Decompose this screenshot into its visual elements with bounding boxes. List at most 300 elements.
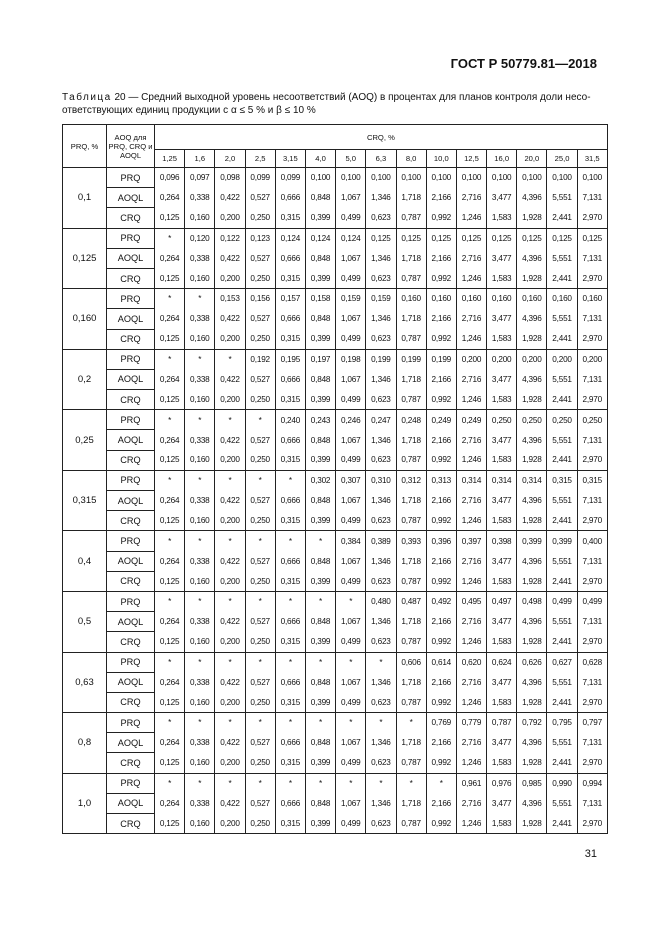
table-cell: 0,157 — [275, 289, 305, 309]
table-cell: 2,441 — [547, 268, 577, 288]
table-cell: 0,623 — [366, 390, 396, 410]
table-cell: 1,246 — [456, 450, 486, 470]
table-cell: * — [275, 652, 305, 672]
table-cell: 0,247 — [366, 410, 396, 430]
table-cell: 0,200 — [215, 208, 245, 228]
prq-value: 0,2 — [63, 349, 107, 410]
table-cell: 2,441 — [547, 329, 577, 349]
table-cell: * — [185, 470, 215, 490]
table-cell: 0,422 — [215, 551, 245, 571]
criterion-label: AOQL — [107, 309, 155, 329]
table-cell: * — [155, 773, 185, 793]
table-cell: 1,928 — [517, 692, 547, 712]
table-cell: 7,131 — [577, 188, 607, 208]
criterion-label: PRQ — [107, 652, 155, 672]
table-cell: 0,499 — [336, 390, 366, 410]
table-cell: * — [185, 773, 215, 793]
table-cell: 0,848 — [305, 672, 335, 692]
table-cell: 1,583 — [487, 692, 517, 712]
table-row — [63, 612, 608, 632]
table-cell: 0,499 — [547, 591, 577, 611]
table-cell: 0,623 — [366, 753, 396, 773]
table-cell: 0,499 — [336, 571, 366, 591]
table-cell: 0,399 — [547, 531, 577, 551]
table-cell: 0,769 — [426, 713, 456, 733]
table-cell: * — [215, 773, 245, 793]
table-cell: 0,315 — [275, 692, 305, 712]
table-cell: 0,199 — [396, 349, 426, 369]
table-cell: 1,928 — [517, 390, 547, 410]
table-row — [63, 289, 608, 309]
table-cell: 0,199 — [426, 349, 456, 369]
table-cell: * — [155, 349, 185, 369]
table-cell: 0,848 — [305, 551, 335, 571]
table-cell: 0,787 — [396, 814, 426, 834]
table-cell: * — [155, 289, 185, 309]
table-cell: * — [245, 713, 275, 733]
table-cell: 2,166 — [426, 309, 456, 329]
table-cell: 0,125 — [155, 268, 185, 288]
table-cell: 0,338 — [185, 491, 215, 511]
table-cell: 0,527 — [245, 672, 275, 692]
table-cell: 0,160 — [185, 268, 215, 288]
crq-value-header: 1,25 — [155, 150, 185, 168]
table-row — [63, 430, 608, 450]
table-cell: 0,992 — [426, 390, 456, 410]
table-cell: 0,160 — [185, 814, 215, 834]
table-cell: * — [215, 713, 245, 733]
table-cell: 0,499 — [336, 450, 366, 470]
table-cell: 0,315 — [275, 511, 305, 531]
table-cell: 7,131 — [577, 309, 607, 329]
table-cell: 0,422 — [215, 309, 245, 329]
table-cell: 1,067 — [336, 733, 366, 753]
table-cell: 0,527 — [245, 793, 275, 813]
table-cell: 0,399 — [305, 753, 335, 773]
table-cell: * — [185, 410, 215, 430]
criterion-label: CRQ — [107, 390, 155, 410]
table-cell: 0,992 — [426, 632, 456, 652]
table-cell: 1,718 — [396, 733, 426, 753]
table-row — [63, 571, 608, 591]
table-cell: * — [275, 531, 305, 551]
table-cell: 0,985 — [517, 773, 547, 793]
table-cell: 0,100 — [336, 168, 366, 188]
table-cell: 0,787 — [396, 329, 426, 349]
table-cell: 0,627 — [547, 652, 577, 672]
table-row — [63, 390, 608, 410]
table-cell: 0,125 — [155, 571, 185, 591]
table-cell: 0,200 — [215, 632, 245, 652]
table-cell: 0,499 — [336, 268, 366, 288]
table-cell: 2,716 — [456, 309, 486, 329]
table-cell: * — [215, 591, 245, 611]
table-cell: 0,527 — [245, 430, 275, 450]
table-cell: 1,346 — [366, 793, 396, 813]
table-row — [63, 531, 608, 551]
table-cell: 0,195 — [275, 349, 305, 369]
table-cell: 5,551 — [547, 612, 577, 632]
table-cell: 0,315 — [547, 470, 577, 490]
table-cell: 2,441 — [547, 390, 577, 410]
table-cell: 0,422 — [215, 672, 245, 692]
criterion-label: CRQ — [107, 450, 155, 470]
table-cell: 1,067 — [336, 491, 366, 511]
table-cell: 0,250 — [517, 410, 547, 430]
table-cell: 1,583 — [487, 208, 517, 228]
prq-value: 0,315 — [63, 470, 107, 531]
table-cell: 0,848 — [305, 369, 335, 389]
table-cell: 0,200 — [215, 814, 245, 834]
table-cell: 0,250 — [245, 329, 275, 349]
table-cell: 0,787 — [396, 753, 426, 773]
table-cell: 0,250 — [245, 450, 275, 470]
table-cell: 0,338 — [185, 188, 215, 208]
table-cell: 0,399 — [305, 571, 335, 591]
table-cell: 3,477 — [487, 369, 517, 389]
table-cell: 0,499 — [336, 632, 366, 652]
table-cell: 1,718 — [396, 248, 426, 268]
table-cell: 0,096 — [155, 168, 185, 188]
table-cell: 2,716 — [456, 612, 486, 632]
page-number: 31 — [584, 848, 597, 860]
table-cell: 0,249 — [456, 410, 486, 430]
table-cell: 0,200 — [215, 753, 245, 773]
table-row — [63, 470, 608, 490]
table-cell: 1,346 — [366, 188, 396, 208]
table-cell: 0,992 — [426, 753, 456, 773]
table-cell: 0,623 — [366, 511, 396, 531]
table-cell: 3,477 — [487, 612, 517, 632]
table-cell: 0,125 — [155, 390, 185, 410]
table-cell: 0,787 — [396, 268, 426, 288]
table-cell: 1,346 — [366, 491, 396, 511]
table-cell: 0,240 — [275, 410, 305, 430]
table-cell: 2,166 — [426, 551, 456, 571]
table-cell: 0,315 — [275, 208, 305, 228]
table-cell: 0,315 — [275, 814, 305, 834]
table-cell: 1,928 — [517, 208, 547, 228]
table-row — [63, 248, 608, 268]
table-cell: 0,264 — [155, 369, 185, 389]
table-cell: 0,666 — [275, 188, 305, 208]
table-cell: 0,792 — [517, 713, 547, 733]
table-cell: 3,477 — [487, 430, 517, 450]
table-cell: 2,166 — [426, 430, 456, 450]
criterion-label: CRQ — [107, 329, 155, 349]
table-cell: 1,928 — [517, 329, 547, 349]
table-cell: 2,166 — [426, 369, 456, 389]
table-cell: 1,246 — [456, 571, 486, 591]
table-cell: 2,166 — [426, 793, 456, 813]
table-cell: 0,264 — [155, 672, 185, 692]
table-cell: 1,583 — [487, 753, 517, 773]
table-cell: 0,125 — [155, 511, 185, 531]
table-cell: 0,666 — [275, 551, 305, 571]
table-row — [63, 369, 608, 389]
table-cell: 2,166 — [426, 612, 456, 632]
table-row — [63, 773, 608, 793]
table-cell: 0,250 — [245, 390, 275, 410]
table-cell: 1,583 — [487, 632, 517, 652]
crq-value-header: 25,0 — [547, 150, 577, 168]
table-cell: 0,125 — [155, 814, 185, 834]
table-cell: 0,848 — [305, 248, 335, 268]
crq-value-header: 6,3 — [366, 150, 396, 168]
table-cell: 0,315 — [275, 450, 305, 470]
table-cell: 0,399 — [305, 390, 335, 410]
table-row — [63, 309, 608, 329]
table-caption — [62, 91, 602, 117]
table-cell: 0,666 — [275, 430, 305, 450]
table-cell: 4,396 — [517, 672, 547, 692]
table-cell: 0,200 — [215, 268, 245, 288]
table-cell: 4,396 — [517, 248, 547, 268]
table-cell: 0,250 — [245, 632, 275, 652]
table-row — [63, 591, 608, 611]
table-cell: 0,160 — [547, 289, 577, 309]
table-cell: * — [245, 470, 275, 490]
table-cell: 0,398 — [487, 531, 517, 551]
table-cell: 4,396 — [517, 491, 547, 511]
table-cell: 2,970 — [577, 571, 607, 591]
table-cell: 0,246 — [336, 410, 366, 430]
table-cell: 4,396 — [517, 793, 547, 813]
table-cell: 1,928 — [517, 511, 547, 531]
table-cell: 2,716 — [456, 793, 486, 813]
criterion-label: PRQ — [107, 531, 155, 551]
table-row — [63, 713, 608, 733]
table-cell: 7,131 — [577, 430, 607, 450]
table-cell: 4,396 — [517, 309, 547, 329]
table-cell: 0,787 — [396, 632, 426, 652]
crq-column-header: CRQ, % — [155, 125, 608, 150]
table-cell: * — [245, 410, 275, 430]
table-cell: 0,160 — [185, 390, 215, 410]
table-cell: 2,716 — [456, 733, 486, 753]
table-cell: 0,666 — [275, 491, 305, 511]
table-cell: 4,396 — [517, 430, 547, 450]
table-cell: 0,795 — [547, 713, 577, 733]
table-cell: 1,067 — [336, 369, 366, 389]
table-cell: 0,264 — [155, 188, 185, 208]
table-cell: 0,848 — [305, 612, 335, 632]
table-cell: * — [245, 591, 275, 611]
table-cell: 0,666 — [275, 309, 305, 329]
table-cell: 0,623 — [366, 208, 396, 228]
table-cell: 2,441 — [547, 571, 577, 591]
table-cell: 1,067 — [336, 551, 366, 571]
table-cell: * — [336, 591, 366, 611]
table-cell: 1,246 — [456, 268, 486, 288]
table-cell: 3,477 — [487, 672, 517, 692]
prq-value: 0,5 — [63, 591, 107, 652]
table-cell: 0,399 — [305, 268, 335, 288]
table-cell: * — [426, 773, 456, 793]
table-cell: 0,264 — [155, 491, 185, 511]
table-cell: 0,994 — [577, 773, 607, 793]
table-cell: 0,264 — [155, 248, 185, 268]
table-cell: 0,314 — [517, 470, 547, 490]
table-cell: 0,626 — [517, 652, 547, 672]
table-cell: 0,623 — [366, 450, 396, 470]
table-cell: 0,498 — [517, 591, 547, 611]
table-cell: 7,131 — [577, 248, 607, 268]
table-cell: 0,250 — [245, 511, 275, 531]
table-cell: 0,199 — [366, 349, 396, 369]
table-cell: 0,159 — [366, 289, 396, 309]
table-cell: 0,315 — [275, 268, 305, 288]
table-cell: 0,397 — [456, 531, 486, 551]
table-cell: * — [305, 531, 335, 551]
table-cell: 0,527 — [245, 491, 275, 511]
table-cell: 0,992 — [426, 268, 456, 288]
table-cell: 0,192 — [245, 349, 275, 369]
prq-column-header: PRQ, % — [63, 125, 107, 168]
table-cell: 0,620 — [456, 652, 486, 672]
table-cell: 5,551 — [547, 491, 577, 511]
table-cell: 0,200 — [487, 349, 517, 369]
table-cell: 0,614 — [426, 652, 456, 672]
table-cell: 5,551 — [547, 793, 577, 813]
crq-value-header: 31,5 — [577, 150, 607, 168]
table-cell: 0,976 — [487, 773, 517, 793]
criterion-label: CRQ — [107, 632, 155, 652]
table-cell: 1,067 — [336, 188, 366, 208]
table-cell: 0,160 — [185, 208, 215, 228]
table-cell: 0,124 — [275, 228, 305, 248]
table-cell: 0,264 — [155, 430, 185, 450]
table-cell: * — [275, 591, 305, 611]
table-cell: 1,718 — [396, 369, 426, 389]
table-cell: 0,992 — [426, 511, 456, 531]
table-cell: 0,384 — [336, 531, 366, 551]
table-cell: * — [305, 773, 335, 793]
table-cell: 1,928 — [517, 753, 547, 773]
table-cell: 1,246 — [456, 390, 486, 410]
table-cell: 5,551 — [547, 430, 577, 450]
table-cell: 5,551 — [547, 733, 577, 753]
crq-value-header: 12,5 — [456, 150, 486, 168]
criterion-label: AOQL — [107, 551, 155, 571]
table-cell: 7,131 — [577, 612, 607, 632]
table-cell: 0,200 — [215, 329, 245, 349]
crq-value-header: 20,0 — [517, 150, 547, 168]
crq-value-header: 1,6 — [185, 150, 215, 168]
table-cell: 1,246 — [456, 329, 486, 349]
table-cell: 0,399 — [305, 692, 335, 712]
table-row — [63, 450, 608, 470]
table-row — [63, 814, 608, 834]
table-cell: 0,399 — [305, 511, 335, 531]
criterion-label: AOQL — [107, 369, 155, 389]
table-cell: 0,315 — [577, 470, 607, 490]
table-cell: 0,389 — [366, 531, 396, 551]
table-cell: * — [185, 652, 215, 672]
table-cell: 0,623 — [366, 329, 396, 349]
table-cell: 0,100 — [305, 168, 335, 188]
table-cell: * — [245, 652, 275, 672]
table-cell: 0,264 — [155, 793, 185, 813]
table-cell: 1,246 — [456, 814, 486, 834]
table-cell: 2,441 — [547, 450, 577, 470]
table-cell: 0,422 — [215, 733, 245, 753]
criterion-label: PRQ — [107, 773, 155, 793]
table-cell: 1,928 — [517, 814, 547, 834]
table-cell: 0,338 — [185, 793, 215, 813]
table-cell: 0,312 — [396, 470, 426, 490]
table-cell: 2,970 — [577, 632, 607, 652]
table-cell: 1,346 — [366, 430, 396, 450]
table-cell: 0,125 — [396, 228, 426, 248]
table-cell: 5,551 — [547, 309, 577, 329]
table-cell: 1,718 — [396, 793, 426, 813]
table-cell: 0,399 — [305, 329, 335, 349]
table-row — [63, 168, 608, 188]
crq-value-header: 10,0 — [426, 150, 456, 168]
table-row — [63, 753, 608, 773]
table-cell: 0,499 — [577, 591, 607, 611]
table-cell: 1,346 — [366, 309, 396, 329]
table-cell: 1,583 — [487, 571, 517, 591]
table-row — [63, 652, 608, 672]
table-cell: * — [305, 652, 335, 672]
table-cell: 2,441 — [547, 814, 577, 834]
table-cell: 0,480 — [366, 591, 396, 611]
table-cell: * — [155, 591, 185, 611]
table-cell: 0,160 — [517, 289, 547, 309]
table-cell: 0,499 — [336, 329, 366, 349]
table-cell: 2,716 — [456, 672, 486, 692]
table-cell: 5,551 — [547, 369, 577, 389]
table-cell: 0,992 — [426, 571, 456, 591]
table-cell: 0,787 — [396, 208, 426, 228]
table-cell: 0,125 — [456, 228, 486, 248]
table-row — [63, 329, 608, 349]
table-cell: 4,396 — [517, 369, 547, 389]
table-cell: * — [336, 652, 366, 672]
table-cell: 0,250 — [245, 208, 275, 228]
crq-value-header: 3,15 — [275, 150, 305, 168]
table-cell: 0,400 — [577, 531, 607, 551]
table-cell: 0,422 — [215, 248, 245, 268]
table-cell: 0,123 — [245, 228, 275, 248]
prq-value: 0,1 — [63, 168, 107, 229]
table-cell: 0,264 — [155, 309, 185, 329]
table-cell: 0,399 — [517, 531, 547, 551]
table-cell: 1,718 — [396, 430, 426, 450]
table-cell: 2,716 — [456, 248, 486, 268]
table-cell: * — [305, 591, 335, 611]
table-cell: 0,125 — [155, 753, 185, 773]
criterion-label: CRQ — [107, 692, 155, 712]
table-row — [63, 632, 608, 652]
table-cell: 0,338 — [185, 672, 215, 692]
table-cell: 0,250 — [547, 410, 577, 430]
table-cell: * — [185, 531, 215, 551]
table-cell: 2,716 — [456, 188, 486, 208]
table-row — [63, 491, 608, 511]
table-cell: 2,166 — [426, 491, 456, 511]
table-cell: 3,477 — [487, 248, 517, 268]
table-cell: 0,100 — [487, 168, 517, 188]
prq-value: 0,125 — [63, 228, 107, 289]
table-cell: 2,970 — [577, 511, 607, 531]
table-cell: 0,992 — [426, 814, 456, 834]
table-cell: 0,422 — [215, 793, 245, 813]
table-cell: 1,583 — [487, 390, 517, 410]
criterion-label: CRQ — [107, 511, 155, 531]
